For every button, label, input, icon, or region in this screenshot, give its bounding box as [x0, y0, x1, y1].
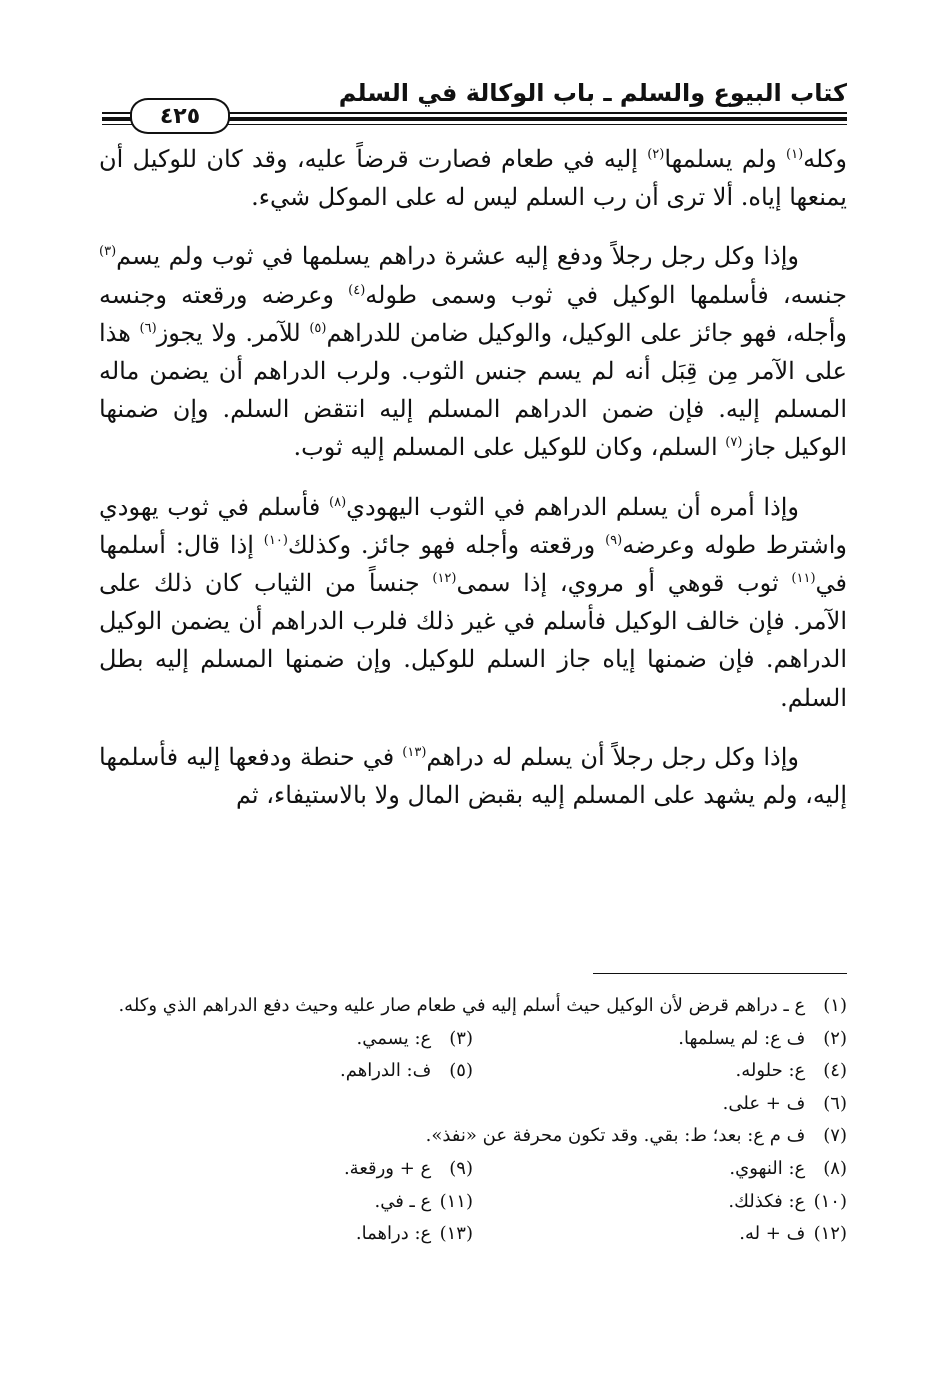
footnote-number: (١٠)	[813, 1190, 847, 1212]
footnote-number: (١١)	[439, 1190, 473, 1212]
footnote-8	[473, 1153, 847, 1186]
footnote-text: ع + ورقعة.	[343, 1157, 432, 1179]
footnote-row	[99, 1088, 847, 1121]
footnote-number: (٣)	[449, 1027, 473, 1049]
footnote-1	[99, 990, 847, 1023]
footnote-6	[469, 1088, 847, 1121]
footnote-4	[473, 1055, 847, 1088]
paragraph-2	[99, 237, 847, 466]
text-run: جنسه، فأسلمها الوكيل في ثوب وسمى طوله	[365, 280, 847, 309]
footnote-ref: (١)	[786, 147, 804, 162]
footnote-12	[473, 1218, 847, 1251]
text-run: إذا قال: أسلمها في	[99, 530, 847, 598]
text-run: إليه في طعام فصارت قرضاً عليه، وقد كان للوكيل أن يمنعها إياه. ألا ترى أن رب السلم ليس له على الموكل شيء.	[99, 145, 847, 212]
text-run: وإذا وكل رجل رجلاً ودفع إليه عشرة دراهم يسلمها في ثوب ولم يسم	[116, 242, 799, 271]
text-run: هذا على الآمر مِن قِبَل أنه لم يسم جنس الثوب. ولرب الدراهم أن يضمن ماله المسلم إليه. فإن ضمن الدراهم المسلم إليه انتقض السلم. وإن ضمنها الوكيل جاز	[99, 318, 848, 462]
footnote-row	[99, 1186, 847, 1219]
footnote-number: (٩)	[449, 1157, 473, 1179]
main-text	[99, 140, 847, 835]
footnote-text: ف: الدراهم.	[340, 1060, 432, 1082]
footnote-number: (٥)	[449, 1060, 473, 1082]
page-number: ٤٢٥	[159, 103, 201, 129]
footnote-text: ع: فكذلك.	[728, 1190, 806, 1212]
footnote-text: ف + على.	[722, 1092, 806, 1114]
footnote-text: ع: النهوي.	[729, 1157, 806, 1179]
footnote-ref: (١١)	[791, 571, 816, 587]
footnote-row	[99, 1218, 847, 1251]
footnote-ref: (٨)	[329, 494, 347, 510]
footnote-ref: (٩)	[605, 532, 623, 548]
footnote-number: (٨)	[823, 1157, 847, 1179]
text-run: جنساً من الثياب كان ذلك على الآمر. فإن خالف الوكيل فأسلم في غير ذلك فلرب الدراهم أن يضمن الوكيل الدراهم. فإن ضمنها إياه جاز السلم للوكيل. وإن ضمنها المسلم إليه بطل السلم.	[99, 569, 847, 712]
footnote-number: (١٣)	[439, 1223, 473, 1245]
text-run: للآمر. ولا يجوز	[156, 318, 310, 347]
footnote-text: ع: يسمي.	[356, 1027, 432, 1049]
footnote-row	[99, 1153, 847, 1186]
text-run: وإذا أمره أن يسلم الدراهم في الثوب اليهودي	[346, 492, 800, 521]
footnote-11	[99, 1186, 473, 1219]
footnote-9	[99, 1153, 473, 1186]
footnote-ref: (٧)	[725, 435, 743, 451]
footnote-text: ع: دراهما.	[355, 1223, 432, 1245]
footnote-row	[99, 1120, 847, 1153]
footnote-number: (١)	[823, 995, 847, 1016]
text-run: وإذا وكل رجل رجلاً أن يسلم له دراهم	[426, 742, 800, 771]
footnote-text: ع: حلوله.	[735, 1060, 806, 1082]
paragraph-1	[99, 140, 847, 216]
footnote-row	[99, 990, 847, 1023]
paragraph-3	[99, 488, 847, 717]
text-run: وكله	[803, 145, 847, 173]
paragraph-4	[99, 738, 847, 814]
footnote-10	[473, 1186, 847, 1219]
footnote-row	[99, 1023, 847, 1056]
footnote-text: ع ـ دراهم قرض لأن الوكيل حيث أسلم إليه في طعام صار عليه وحيث دفع الدراهم الذي وكله.	[118, 995, 806, 1016]
footnote-number: (٧)	[823, 1125, 847, 1147]
footnote-number: (٢)	[823, 1027, 847, 1049]
footnote-text: ف ع: لم يسلمها.	[678, 1027, 806, 1049]
footnote-text: ف م ع: بعد؛ ط: بقي. وقد تكون محرفة عن «نفذ».	[425, 1125, 806, 1147]
footnote-13	[99, 1218, 473, 1251]
footnote-ref: (٤)	[348, 282, 366, 298]
footnote-text: ع ـ في.	[374, 1190, 432, 1212]
footnote-7	[99, 1120, 847, 1153]
footnote-ref: (١٢)	[432, 571, 457, 587]
footnote-separator	[593, 973, 847, 974]
text-run: ثوب قوهي أو مروي، إذا سمى	[456, 569, 792, 598]
text-run: وعرضه ورقعته وجنسه وأجله، فهو جائز على الوكيل، والوكيل ضامن للدراهم	[99, 280, 848, 347]
running-title: كتاب البيوع والسلم ـ باب الوكالة في السلم	[338, 79, 847, 107]
text-run: في حنطة ودفعها إليه فأسلمها إليه، ولم يشهد على المسلم إليه بقبض المال ولا بالاستيفاء، ثم	[99, 742, 847, 810]
footnote-ref: (١٠)	[263, 532, 288, 548]
footnotes	[99, 990, 847, 1251]
footnote-5	[99, 1055, 473, 1088]
footnote-3	[99, 1023, 473, 1056]
footnote-ref: (٦)	[139, 320, 157, 336]
text-run: ولم يسلمها	[664, 145, 787, 173]
footnote-text: ف + له.	[739, 1223, 806, 1245]
text-run: السلم، وكان للوكيل على المسلم إليه ثوب.	[293, 433, 726, 462]
footnote-ref: (٢)	[647, 147, 665, 162]
footnote-ref: (١٣)	[402, 744, 427, 760]
footnote-2	[473, 1023, 847, 1056]
footnote-number: (٤)	[823, 1060, 847, 1082]
footnote-row	[99, 1055, 847, 1088]
footnote-number: (٦)	[823, 1092, 847, 1114]
text-run: ورقعته وأجله فهو جائز. وكذلك	[287, 530, 606, 559]
footnote-ref: (٣)	[99, 244, 117, 260]
page-number-frame	[130, 98, 230, 134]
footnote-ref: (٥)	[309, 320, 327, 336]
footnote-number: (١٢)	[813, 1223, 847, 1245]
text-run: فأسلم في ثوب يهودي واشترط طوله وعرضه	[99, 492, 847, 559]
